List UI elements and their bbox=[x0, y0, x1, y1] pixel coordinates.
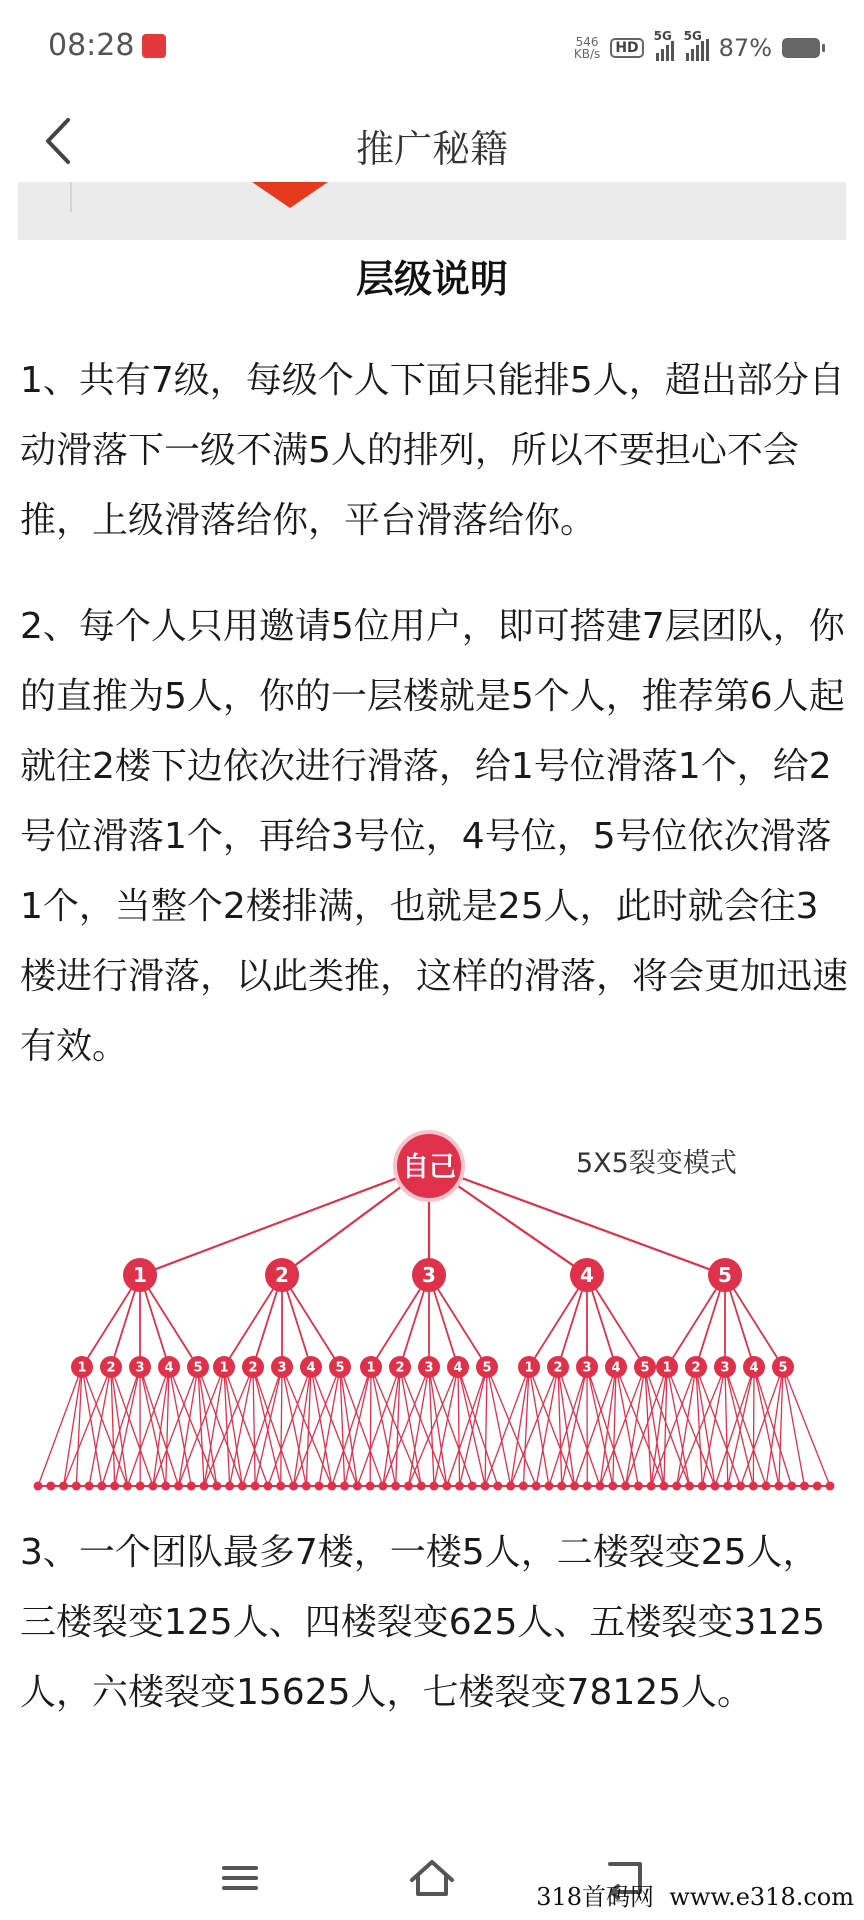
leaf-node bbox=[787, 1482, 796, 1491]
connector-line bbox=[332, 1367, 371, 1486]
network-speed-unit: KB/s bbox=[573, 47, 601, 61]
leaf-node bbox=[148, 1482, 157, 1491]
diagram-caption: 5X5裂变模式 bbox=[576, 1148, 737, 1179]
leaf-node bbox=[621, 1482, 630, 1491]
level2-node-label: 5 bbox=[640, 1360, 650, 1376]
leaf-node bbox=[532, 1482, 541, 1491]
leaf-node bbox=[596, 1482, 605, 1491]
connector-line bbox=[400, 1367, 421, 1486]
connector-line bbox=[253, 1367, 255, 1486]
leaf-node bbox=[251, 1482, 260, 1491]
leaf-node bbox=[583, 1482, 592, 1491]
home-icon bbox=[402, 1850, 462, 1906]
paragraph-2: 2、每个人只用邀请5位用户，即可搭建7层团队，你的直推为5人，你的一层楼就是5个人，推荐第6人起就往2楼下边依次进行滑落，给1号位滑落1个，给2号位滑落1个，再给3号位，4号位，5号位依次滑落1个，当整个2楼排满，也就是25人，此时就会往3楼进行滑落，以此类推，这样的滑落，将会更加迅速有效。 bbox=[20, 606, 849, 1067]
leaf-node bbox=[685, 1482, 694, 1491]
connector-line bbox=[319, 1367, 340, 1486]
connector-line bbox=[408, 1367, 429, 1486]
leaf-node bbox=[302, 1482, 311, 1491]
hd-voice-icon bbox=[610, 38, 643, 58]
connector-line bbox=[140, 1367, 166, 1486]
signal-sim1-icon bbox=[653, 29, 674, 61]
leaf-node bbox=[570, 1482, 579, 1491]
level2-node-label: 5 bbox=[193, 1360, 203, 1376]
level1-node-label: 4 bbox=[580, 1263, 594, 1288]
leaf-node bbox=[174, 1482, 183, 1491]
leaf-node bbox=[417, 1482, 426, 1491]
connector-line bbox=[485, 1367, 487, 1486]
hd-label: HD bbox=[615, 40, 639, 56]
leaf-node bbox=[353, 1482, 362, 1491]
level2-node-label: 3 bbox=[582, 1360, 592, 1376]
leaf-node bbox=[263, 1482, 272, 1491]
leaf-node bbox=[430, 1482, 439, 1491]
leaf-node bbox=[813, 1482, 822, 1491]
status-bar bbox=[0, 0, 864, 96]
leaf-node bbox=[698, 1482, 707, 1491]
leaf-node bbox=[289, 1482, 298, 1491]
level2-node-label: 1 bbox=[77, 1360, 87, 1376]
connector-line bbox=[741, 1367, 783, 1486]
connector-line bbox=[753, 1367, 754, 1486]
leaf-node bbox=[46, 1482, 55, 1491]
battery-icon bbox=[782, 38, 820, 58]
leaf-node bbox=[212, 1482, 221, 1491]
connector-line bbox=[558, 1367, 600, 1486]
network-speed bbox=[574, 36, 600, 60]
level2-node-label: 4 bbox=[749, 1360, 759, 1376]
level2-node-label: 2 bbox=[691, 1360, 701, 1376]
connector-line bbox=[400, 1367, 447, 1486]
banner-divider bbox=[70, 182, 72, 212]
leaf-node bbox=[72, 1482, 81, 1491]
leaf-node bbox=[378, 1482, 387, 1491]
level2-node-label: 2 bbox=[106, 1360, 116, 1376]
level2-node-label: 2 bbox=[395, 1360, 405, 1376]
level2-node-label: 1 bbox=[662, 1360, 672, 1376]
connector-line bbox=[725, 1367, 728, 1486]
connector-line bbox=[198, 1367, 242, 1486]
connector-line bbox=[645, 1367, 689, 1486]
level2-node-label: 3 bbox=[720, 1360, 730, 1376]
connector-line bbox=[111, 1367, 153, 1486]
leaf-node bbox=[391, 1482, 400, 1491]
connector-line bbox=[311, 1367, 357, 1486]
leaf-node bbox=[276, 1482, 285, 1491]
level1-node-label: 3 bbox=[422, 1263, 436, 1288]
leaf-node bbox=[200, 1482, 209, 1491]
banner-arrow-icon bbox=[252, 182, 328, 208]
leaf-node bbox=[608, 1482, 617, 1491]
connector-line bbox=[311, 1367, 332, 1486]
leaf-node bbox=[85, 1482, 94, 1491]
leaf-node bbox=[493, 1482, 502, 1491]
connector-line bbox=[429, 1166, 725, 1275]
level2-node-label: 5 bbox=[335, 1360, 345, 1376]
page-title: 推广秘籍 bbox=[355, 127, 508, 171]
signal-sim2-icon bbox=[683, 29, 709, 61]
connector-line bbox=[783, 1367, 830, 1486]
leaf-node bbox=[315, 1482, 324, 1491]
leaf-node bbox=[634, 1482, 643, 1491]
connector-line bbox=[281, 1367, 282, 1486]
leaf-node bbox=[59, 1482, 68, 1491]
leaf-node bbox=[187, 1482, 196, 1491]
connector-line bbox=[370, 1367, 371, 1486]
connector-line bbox=[115, 1367, 140, 1486]
leaf-node bbox=[749, 1482, 758, 1491]
connector-line bbox=[487, 1367, 536, 1486]
leaf-node bbox=[225, 1482, 234, 1491]
leaf-node bbox=[161, 1482, 170, 1491]
leaf-node bbox=[659, 1482, 668, 1491]
leaf-node bbox=[774, 1482, 783, 1491]
level1-node-label: 5 bbox=[718, 1263, 732, 1288]
leaf-node bbox=[238, 1482, 247, 1491]
connector-line bbox=[458, 1367, 460, 1486]
leaf-node bbox=[723, 1482, 732, 1491]
status-icons bbox=[574, 30, 820, 66]
root-node-label: 自己 bbox=[402, 1152, 456, 1183]
level2-node-label: 4 bbox=[164, 1360, 174, 1376]
menu-icon bbox=[210, 1850, 270, 1906]
level2-node-label: 3 bbox=[424, 1360, 434, 1376]
sim2-label: 5G bbox=[683, 29, 702, 43]
watermark: 318首码网 www.e318.com bbox=[536, 1883, 854, 1911]
level2-node-label: 2 bbox=[553, 1360, 563, 1376]
tree-diagram bbox=[20, 1116, 850, 1500]
leaf-node bbox=[711, 1482, 720, 1491]
level1-node-label: 1 bbox=[133, 1263, 147, 1288]
connector-line bbox=[725, 1367, 753, 1486]
battery-percent: 87% bbox=[718, 34, 772, 62]
home-button[interactable] bbox=[402, 1850, 462, 1906]
leaf-node bbox=[442, 1482, 451, 1491]
leaf-node bbox=[826, 1482, 835, 1491]
connector-line bbox=[293, 1367, 340, 1486]
leaf-node bbox=[97, 1482, 106, 1491]
leaf-node bbox=[736, 1482, 745, 1491]
leaf-node bbox=[647, 1482, 656, 1491]
level2-node-label: 3 bbox=[135, 1360, 145, 1376]
leaf-node bbox=[557, 1482, 566, 1491]
level2-node-label: 5 bbox=[778, 1360, 788, 1376]
level2-node-label: 1 bbox=[219, 1360, 229, 1376]
sim1-label: 5G bbox=[653, 29, 672, 43]
system-nav-bar bbox=[0, 1840, 864, 1920]
network-speed-value: 546 bbox=[575, 35, 599, 49]
connector-line bbox=[383, 1367, 429, 1486]
connector-line bbox=[38, 1367, 82, 1486]
paragraph-1: 1、共有7级，每级个人下面只能排5人，超出部分自动滑落下一级不满5人的排列，所以不要担心不会推，上级滑落给你，平台滑落给你。 bbox=[20, 360, 845, 541]
leaf-node bbox=[481, 1482, 490, 1491]
connector-line bbox=[562, 1367, 587, 1486]
connector-line bbox=[511, 1367, 558, 1486]
banner-image bbox=[18, 182, 846, 240]
level2-node-label: 4 bbox=[306, 1360, 316, 1376]
level2-node-label: 3 bbox=[277, 1360, 287, 1376]
leaf-node bbox=[506, 1482, 515, 1491]
leaf-node bbox=[468, 1482, 477, 1491]
app-notification-icon bbox=[142, 34, 166, 58]
level2-node-label: 1 bbox=[524, 1360, 534, 1376]
leaf-node bbox=[123, 1482, 132, 1491]
level2-node-label: 1 bbox=[366, 1360, 376, 1376]
leaf-node bbox=[34, 1482, 43, 1491]
level2-node-label: 5 bbox=[482, 1360, 492, 1376]
leaf-node bbox=[136, 1482, 145, 1491]
leaf-node bbox=[340, 1482, 349, 1491]
level1-node-label: 2 bbox=[275, 1263, 289, 1288]
top-nav-bar bbox=[0, 96, 864, 186]
paragraph-3: 3、一个团队最多7楼，一楼5人，二楼裂变25人，三楼裂变125人、四楼裂变625人、五楼裂变3125人，六楼裂变15625人，七楼裂变78125人。 bbox=[20, 1532, 826, 1713]
level2-node-label: 2 bbox=[248, 1360, 258, 1376]
leaf-node bbox=[366, 1482, 375, 1491]
section-title: 层级说明 bbox=[355, 257, 508, 301]
connector-line bbox=[340, 1367, 383, 1486]
leaf-node bbox=[672, 1482, 681, 1491]
leaf-node bbox=[762, 1482, 771, 1491]
leaf-node bbox=[327, 1482, 336, 1491]
level2-node-label: 4 bbox=[611, 1360, 621, 1376]
level2-node-label: 4 bbox=[453, 1360, 463, 1376]
leaf-node bbox=[800, 1482, 809, 1491]
leaf-node bbox=[519, 1482, 528, 1491]
leaf-node bbox=[110, 1482, 119, 1491]
connector-line bbox=[587, 1367, 613, 1486]
menu-button[interactable] bbox=[210, 1850, 270, 1906]
leaf-node bbox=[455, 1482, 464, 1491]
leaf-node bbox=[544, 1482, 553, 1491]
leaf-node bbox=[404, 1482, 413, 1491]
status-time: 08:28 bbox=[48, 28, 135, 63]
connector-line bbox=[64, 1367, 111, 1486]
